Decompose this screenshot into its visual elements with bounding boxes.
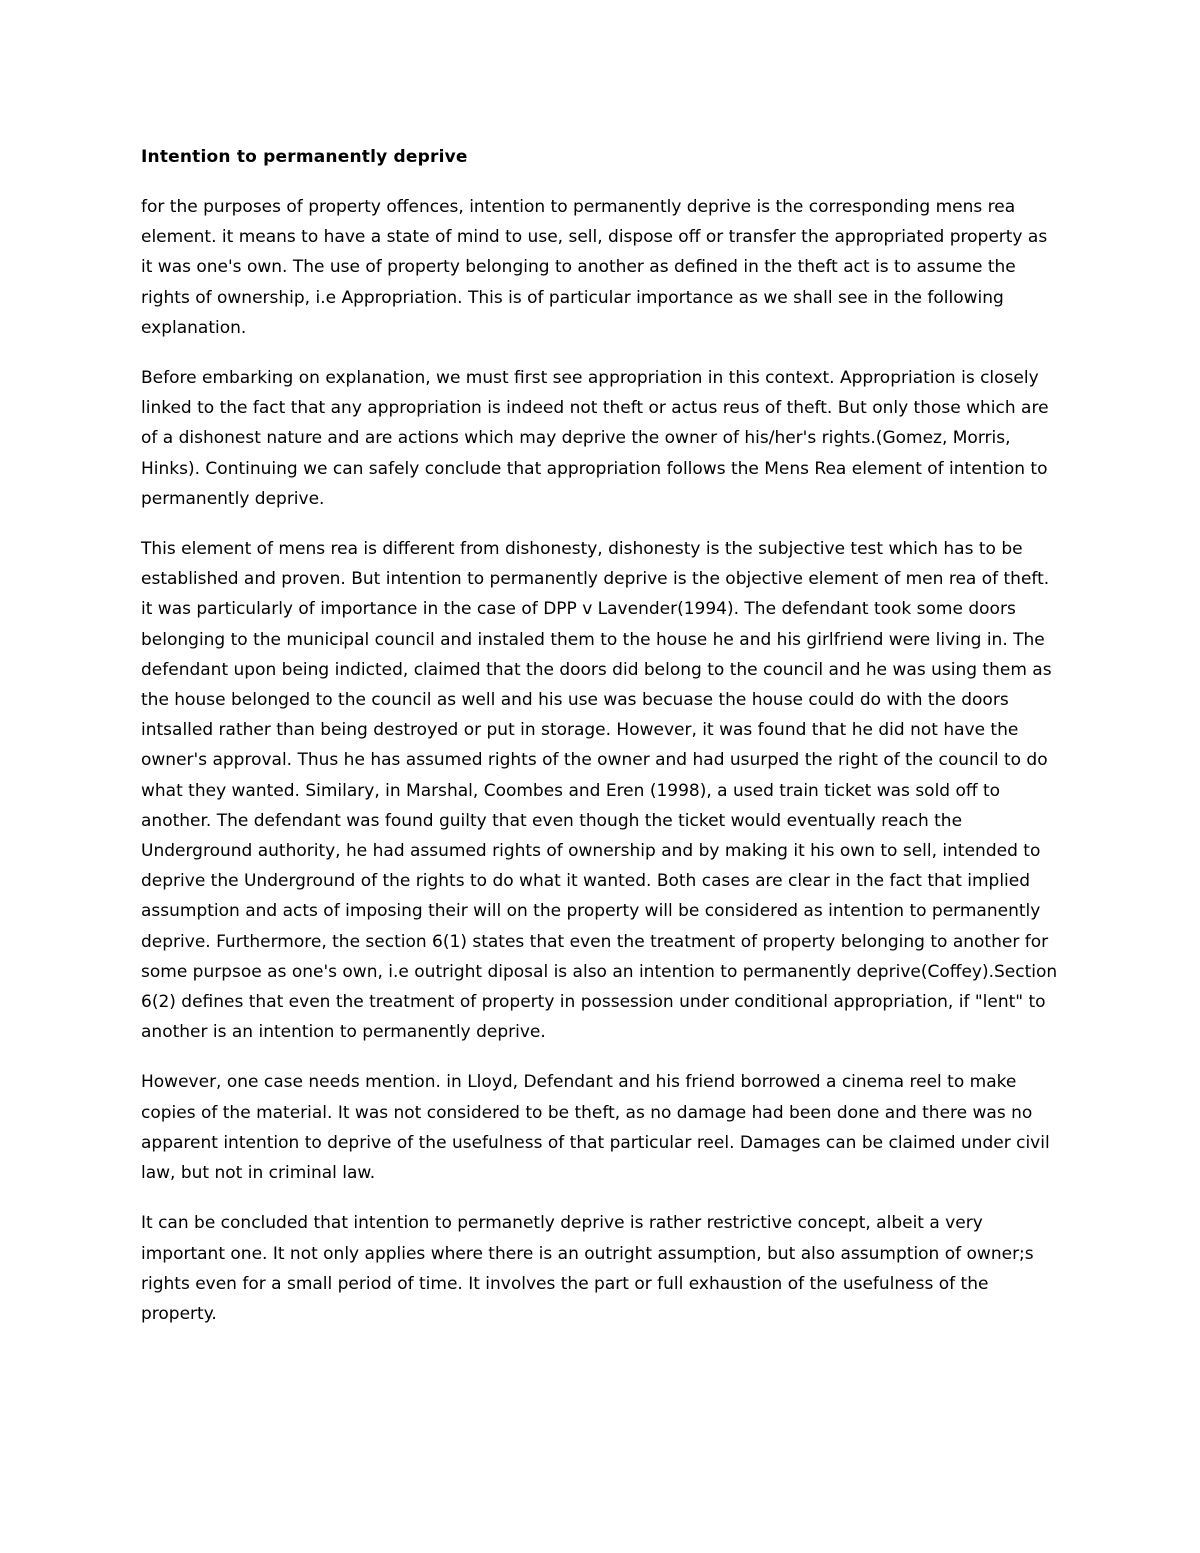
document-title: Intention to permanently deprive xyxy=(141,147,468,167)
paragraph-case-law: This element of mens rea is different from dishonesty, dishonesty is the subjective test which has to be established and proven. But intention to permanently deprive is the objective element of men rea of theft. it was particularly of importance in the case of DPP v Lavender(1994). The defendant took some doors belonging to the municipal council and instaled them to the house he and his girlfriend were living in. The defendant upon being indicted, claimed that the doors did belong to the council and he was using them as the house belonged to the council as well and his use was becuase the house could do with the doors intsalled rather than being destroyed or put in storage. However, it was found that he did not have the owner's approval. Thus he has assumed rights of the owner and had usurped the right of the council to do what they wanted. Similary, in Marshal, Coombes and Eren (1998), a used train ticket was sold off to another. The defendant was found guilty that even though the ticket would eventually reach the Underground authority, he had assumed rights of ownership and by making it his own to sell, intended to deprive the Underground of the rights to do what it wanted. Both cases are clear in the fact that implied assumption and acts of imposing their will on the property will be considered as intention to permanently deprive. Furthermore, the section 6(1) states that even the treatment of property belonging to another for some purpsoe as one's own, i.e outright diposal is also an intention to permanently deprive(Coffey).Section 6(2) defines that even the treatment of property in possession under conditional appropriation, if "lent" to another is an intention to permanently deprive. xyxy=(141,539,1058,1043)
paragraph-conclusion: It can be concluded that intention to permanetly deprive is rather restrictive concept, albeit a very important one. It not only applies where there is an outright assumption, but also assumption of owner;s rights even for a small period of time. It involves the part or full exhaustion of the usefulness of the property. xyxy=(141,1213,1034,1324)
paragraph-lloyd-case: However, one case needs mention. in Lloyd, Defendant and his friend borrowed a cinema reel to make copies of the material. It was not considered to be theft, as no damage had been done and there was no apparent intention to deprive of the usefulness of that particular reel. Damages can be claimed under civil law, but not in criminal law. xyxy=(141,1072,1050,1184)
paragraph-appropriation: Before embarking on explanation, we must first see appropriation in this context. Appropriation is closely linked to the fact that any appropriation is indeed not theft or actus reus of theft. But only those which are of a dishonest nature and are actions which may deprive the owner of his/her's rights.(Gomez, Morris, Hinks). Continuing we can safely conclude that appropriation follows the Mens Rea element of intention to permanently deprive. xyxy=(141,368,1049,509)
paragraph-definition: for the purposes of property offences, intention to permanently deprive is the corresponding mens rea element. it means to have a state of mind to use, sell, dispose off or transfer the appropriated property as it was one's own. The use of property belonging to another as defined in the theft act is to assume the rights of ownership, i.e Appropriation. This is of particular importance as we shall see in the following explanation. xyxy=(141,197,1048,338)
document-body xyxy=(141,142,1061,1349)
